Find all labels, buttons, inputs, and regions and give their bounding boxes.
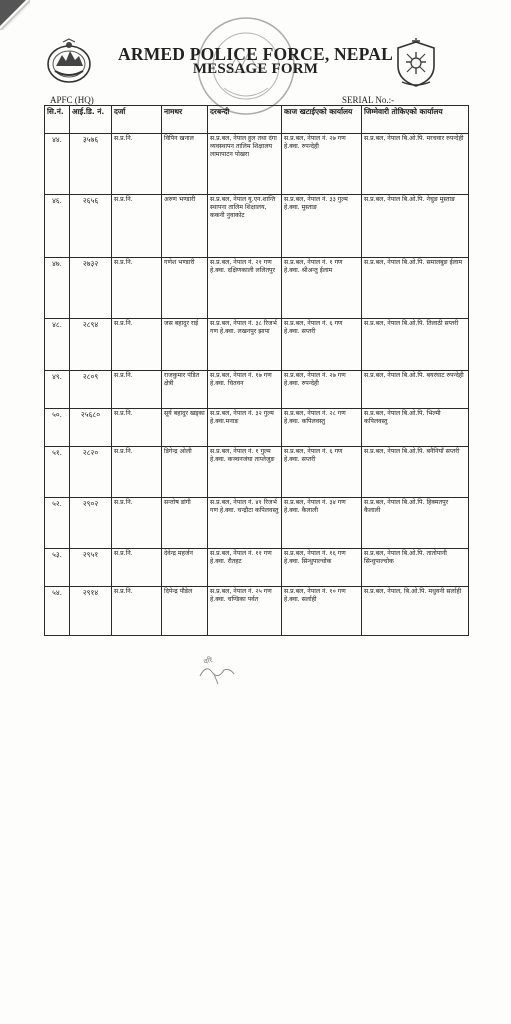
cell-name: जस बहादुर राई (162, 319, 208, 371)
cell-rank: स.प्र.नि. (112, 587, 162, 636)
cell-assigned-office: स.प्र.बल, नेपाल बि.ओ.पि. बनैनियाँ सप्तरी (362, 447, 469, 498)
cell-rank: स.प्र.नि. (112, 447, 162, 498)
cell-rank: स.प्र.नि. (112, 319, 162, 371)
column-header-rank: दर्जा (112, 106, 162, 134)
serial-number-label: SERIAL No.:- (342, 95, 395, 105)
cell-post: स.प्र.बल, नेपाल नं. ४१ रिजर्भ गण हे.क्वा. चन्द्रौटा कपिलवस्तु (208, 498, 282, 549)
cell-rank: स.प्र.नि. (112, 549, 162, 587)
cell-post: स.प्र.बल, नेपाल यु.एन.शान्ति स्थापना तालिम शिक्षालय, ककनी नुवाकोट (208, 195, 282, 258)
table-row (45, 587, 469, 636)
cell-post: स.प्र.बल, नेपाल नं. २१ गण हे.क्वा. दक्षिणकाली ललितपुर (208, 258, 282, 319)
cell-serial: ५०. (45, 409, 70, 447)
cell-id: २८०९ (70, 371, 112, 409)
cell-rank: स.प्र.नि. (112, 371, 162, 409)
cell-id: २९५१ (70, 549, 112, 587)
cell-name: विपिन खनाल (162, 134, 208, 195)
table-row (45, 371, 469, 409)
cell-post: स.प्र.बल, नेपाल नं. १ गुल्म हे.क्वा. कञ्चनजंघा ताप्लेजुङ (208, 447, 282, 498)
cell-id: २५६८० (70, 409, 112, 447)
cell-rank: स.प्र.नि. (112, 498, 162, 549)
column-header-id: आई.डि. नं. (70, 106, 112, 134)
page-title: ARMED POLICE FORCE, NEPAL (118, 44, 393, 64)
cell-deputed-office: स.प्र.बल, नेपाल नं. ६ गण हे.क्वा. सप्तरी (282, 319, 362, 371)
cell-assigned-office: स.प्र.बल, नेपाल, बि.ओ.पि. मधुवनी सर्लाही (362, 587, 469, 636)
transfer-table (44, 105, 469, 636)
cell-post: स.प्र.बल, नेपाल नं. ३८ रिजर्भ गण हे.क्वा. लखनपुर झापा (208, 319, 282, 371)
cell-serial: ४८. (45, 319, 70, 371)
table-row (45, 195, 469, 258)
cell-serial: ५३. (45, 549, 70, 587)
cell-name: सूर्य बहादुर खड्का (162, 409, 208, 447)
table-row (45, 258, 469, 319)
page-subtitle: MESSAGE FORM (192, 61, 319, 77)
cell-rank: स.प्र.नि. (112, 409, 162, 447)
cell-deputed-office: स.प्र.बल, नेपाल नं. १६ गण हे.क्वा. सिन्धुपाल्चोक (282, 549, 362, 587)
cell-rank: स.प्र.नि. (112, 258, 162, 319)
column-header-post: दरबन्दी (208, 106, 282, 134)
cell-deputed-office: स.प्र.बल, नेपाल नं. ३४ गण हे.क्वा. कैलाली (282, 498, 362, 549)
cell-id: २८९४ (70, 319, 112, 371)
column-header-deputed-office: काज खटाईएको कार्यालय (282, 106, 362, 134)
cell-id: २८२० (70, 447, 112, 498)
cell-assigned-office: स.प्र.बल, नेपाल बि.ओ.पि. भिल्मी कपिलवस्तु (362, 409, 469, 447)
cell-id: ३५७६ (70, 134, 112, 195)
cell-deputed-office: स.प्र.बल, नेपाल नं. १० गण हे.क्वा. सर्लाही (282, 587, 362, 636)
column-header-assigned-office: जिम्मेवारी तोकिएको कार्यालय (362, 106, 469, 134)
column-header-serial: सि.नं. (45, 106, 70, 134)
cell-id: २७३२ (70, 258, 112, 319)
cell-assigned-office: स.प्र.बल, नेपाल बि.ओ.पि. बयरघाट रुपन्देही (362, 371, 469, 409)
cell-assigned-office: स.प्र.बल, नेपाल बि.ओ.पि. मरचवार रुपन्देही (362, 134, 469, 195)
cell-post: स.प्र.बल, नेपाल नं. १७ गण हे.क्वा. चितवन (208, 371, 282, 409)
table-row (45, 549, 469, 587)
cell-deputed-office: स.प्र.बल, नेपाल नं. ३३ गुल्म हे.क्वा. मुस्ताङ (282, 195, 362, 258)
cell-serial: ४६. (45, 195, 70, 258)
cell-deputed-office: स.प्र.बल, नेपाल नं. २७ गण हे.क्वा. रुपन्देही (282, 134, 362, 195)
cell-assigned-office: स.प्र.बल, नेपाल बि.ओ.पि. हिक्मतपुर कैलाली (362, 498, 469, 549)
cell-name: दिपेन्द्र पौडेल (162, 587, 208, 636)
cell-assigned-office: स.प्र.बल, नेपाल बि.ओ.पि. समालबुङ ईलाम (362, 258, 469, 319)
cell-rank: स.प्र.नि. (112, 195, 162, 258)
cell-post: स.प्र.बल, नेपाल नं. ११ गण हे.क्वा. रौतहट (208, 549, 282, 587)
cell-serial: ५४. (45, 587, 70, 636)
column-header-name: नामथर (162, 106, 208, 134)
cell-name: डिगेन्द्र ओली (162, 447, 208, 498)
table-row (45, 447, 469, 498)
cell-serial: ५१. (45, 447, 70, 498)
cell-id: २९१४ (70, 587, 112, 636)
cell-deputed-office: स.प्र.बल, नेपाल नं. २७ गण हे.क्वा. रुपन्देही (282, 371, 362, 409)
cell-post: स.प्र.बल, नेपाल नं. ३२ गुल्म हे.क्वा.मनाङ (208, 409, 282, 447)
cell-serial: ४४. (45, 134, 70, 195)
cell-serial: ४९. (45, 371, 70, 409)
cell-id: २९०२ (70, 498, 112, 549)
cell-deputed-office: स.प्र.बल, नेपाल नं. १ गण हे.क्वा. श्रीअन्तु ईलाम (282, 258, 362, 319)
cell-serial: ४७. (45, 258, 70, 319)
cell-id: २६५६ (70, 195, 112, 258)
signature-text: वरि (202, 655, 214, 667)
cell-name: अरुण भण्डारी (162, 195, 208, 258)
signature-mark (196, 655, 240, 686)
cell-assigned-office: स.प्र.बल, नेपाल बि.ओ.पि. तिलाठी सप्तरी (362, 319, 469, 371)
cell-name: देवेन्द्र महर्जन (162, 549, 208, 587)
office-code: APFC (HQ) (50, 95, 94, 105)
table-row (45, 134, 469, 195)
cell-deputed-office: स.प्र.बल, नेपाल नं. २८ गण हे.क्वा. कपिलवस्तु (282, 409, 362, 447)
page-corner-fold (0, 0, 30, 30)
table-row (45, 498, 469, 549)
cell-post: स.प्र.बल, नेपाल नं. २५ गण हे.क्वा. चण्डिका पर्वत (208, 587, 282, 636)
cell-serial: ५२. (45, 498, 70, 549)
cell-post: स.प्र.बल, नेपाल हुल तथा दंगा व्यवस्थापन तालिम शिक्षालय लामापाटन पोखरा (208, 134, 282, 195)
cell-deputed-office: स.प्र.बल, नेपाल नं. ६ गण हे.क्वा. सप्तरी (282, 447, 362, 498)
cell-name: सन्तोष डांगी (162, 498, 208, 549)
table-header-row (45, 106, 469, 134)
cell-rank: स.प्र.नि. (112, 134, 162, 195)
cell-assigned-office: स.प्र.बल, नेपाल बि.ओ.पि. नेचुङ मुस्ताङ (362, 195, 469, 258)
cell-name: गणेश भण्डारी (162, 258, 208, 319)
table-row (45, 409, 469, 447)
table-row (45, 319, 469, 371)
cell-assigned-office: स.प्र.बल, नेपाल बि.ओ.पि. तातोपानी सिन्धुपाल्चोक (362, 549, 469, 587)
cell-name: राजकुमार पंडित क्षेत्री (162, 371, 208, 409)
